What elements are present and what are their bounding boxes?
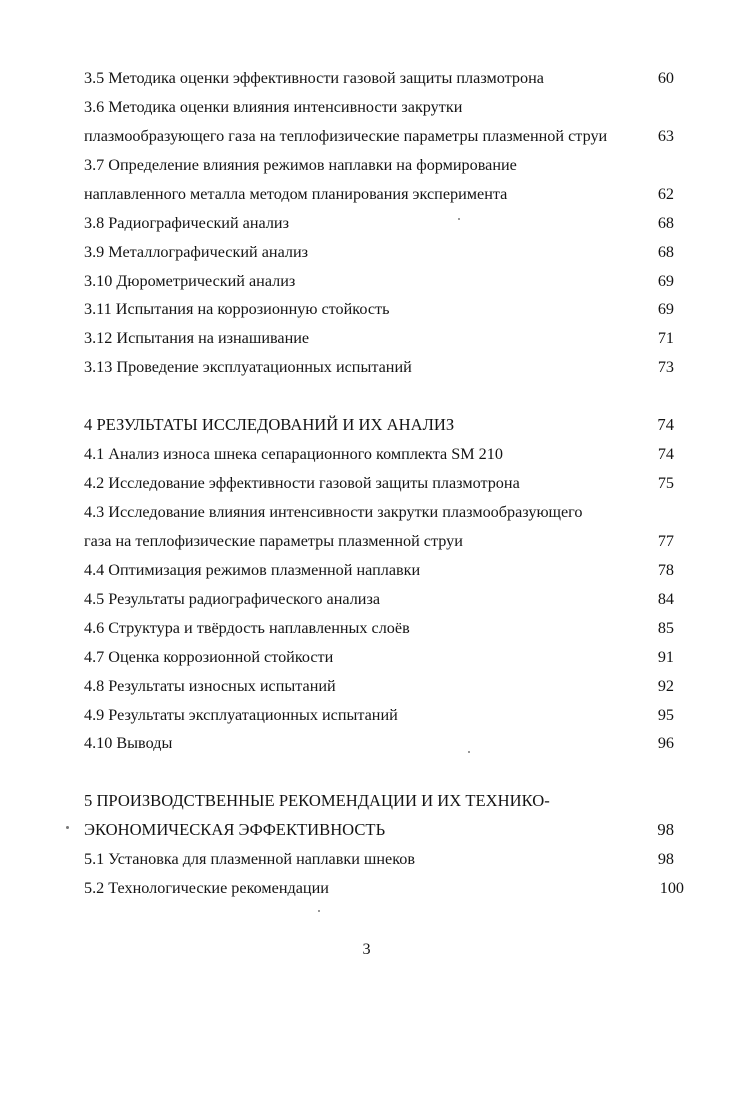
toc-entry-3-6	[84, 94, 674, 120]
toc-entry-title: 5.1 Установка для плазменной наплавки шнеков	[84, 850, 416, 868]
page-number: 3	[362, 940, 371, 958]
toc-entry-title: 5.2 Технологические рекомендации	[84, 879, 329, 897]
toc-entry-3-11	[84, 296, 674, 322]
toc-entry-3-8	[84, 210, 674, 236]
toc-entry-page: 74	[657, 445, 674, 463]
toc-entry-3-10	[84, 268, 674, 294]
toc-entry-title: 3.11 Испытания на коррозионную стойкость	[84, 300, 390, 318]
toc-entry-page: 98	[657, 850, 674, 868]
toc-entry-title: 3.9 Металлографический анализ	[84, 243, 309, 261]
toc-entry-page: 62	[657, 185, 674, 203]
scan-speck	[66, 826, 69, 829]
toc-entry-4-6	[84, 615, 674, 641]
toc-entry-4-8	[84, 673, 674, 699]
toc-entry-title: 3.12 Испытания на изнашивание	[84, 329, 310, 347]
toc-entry-title: 4.9 Результаты эксплуатационных испытаний	[84, 706, 398, 724]
toc-entry-page: 73	[657, 358, 674, 376]
toc-entry-page: 78	[657, 561, 674, 579]
toc-entry-page: 77	[657, 532, 674, 550]
toc-entry-page: 92	[657, 677, 674, 695]
toc-entry-4-4	[84, 557, 674, 583]
toc-entry-4-3	[84, 499, 674, 525]
toc-entry-title: плазмообразующего газа на теплофизические параметры плазменной струи	[84, 127, 608, 145]
toc-entry-title: 5 ПРОИЗВОДСТВЕННЫЕ РЕКОМЕНДАЦИИ И ИХ ТЕХНИКО-	[84, 791, 550, 810]
toc-entry-4-1	[84, 441, 674, 467]
toc-entry-title: 3.10 Дюрометрический анализ	[84, 272, 296, 290]
toc-entry-page: 68	[657, 214, 674, 232]
scan-speck	[468, 751, 470, 753]
toc-entry-3-9	[84, 239, 674, 265]
toc-entry-page: 75	[657, 474, 674, 492]
toc-entry-title: газа на теплофизические параметры плазменной струи	[84, 532, 463, 550]
toc-entry-page: 98	[657, 820, 674, 839]
toc-entry-4-5	[84, 586, 674, 612]
toc-entry-title: 4.6 Структура и твёрдость наплавленных слоёв	[84, 619, 410, 637]
toc-entry-title: 4.8 Результаты износных испытаний	[84, 677, 336, 695]
toc-entry-title: 3.7 Определение влияния режимов наплавки на формирование	[84, 156, 517, 174]
toc-entry-4-3-cont	[84, 528, 674, 554]
toc-entry-page: 91	[657, 648, 674, 666]
toc-chapter-4	[84, 412, 674, 438]
toc-entry-page: 100	[659, 879, 684, 897]
toc-entry-page: 84	[657, 590, 674, 608]
toc-entry-title: 4.7 Оценка коррозионной стойкости	[84, 648, 334, 666]
toc-entry-title: 4 РЕЗУЛЬТАТЫ ИССЛЕДОВАНИЙ И ИХ АНАЛИЗ	[84, 415, 455, 434]
toc-entry-title: 4.10 Выводы	[84, 734, 173, 752]
toc-chapter-5	[84, 788, 674, 814]
toc-entry-title: наплавленного металла методом планирования эксперимента	[84, 185, 508, 203]
toc-entry-title: 3.5 Методика оценки эффективности газовой защиты плазмотрона	[84, 69, 544, 87]
toc-entry-title: 3.8 Радиографический анализ	[84, 214, 289, 232]
toc-entry-title: 4.5 Результаты радиографического анализа	[84, 590, 381, 608]
toc-entry-4-9	[84, 702, 674, 728]
toc-entry-page: 68	[657, 243, 674, 261]
toc-chapter-5-cont	[84, 817, 674, 843]
toc-entry-5-1	[84, 846, 674, 872]
toc-entry-page: 95	[657, 706, 674, 724]
toc-entry-page: 60	[657, 69, 674, 87]
toc-entry-title: 4.3 Исследование влияния интенсивности закрутки плазмообразующего	[84, 503, 583, 521]
toc-entry-4-10	[84, 730, 674, 756]
scan-speck	[318, 910, 320, 912]
toc-entry-page: 63	[657, 127, 674, 145]
toc-entry-5-2	[84, 875, 684, 901]
toc-entry-4-7	[84, 644, 674, 670]
toc-entry-title: 4.2 Исследование эффективности газовой защиты плазмотрона	[84, 474, 520, 492]
scan-speck	[458, 218, 460, 220]
toc-entry-page: 71	[657, 329, 674, 347]
toc-entry-3-7	[84, 152, 674, 178]
toc-entry-title: 4.1 Анализ износа шнека сепарационного комплекта SM 210	[84, 445, 503, 463]
toc-entry-page: 85	[657, 619, 674, 637]
toc-entry-3-12	[84, 325, 674, 351]
toc-entry-3-6-cont	[84, 123, 674, 149]
toc-entry-title: 3.6 Методика оценки влияния интенсивности закрутки	[84, 98, 463, 116]
toc-entry-3-7-cont	[84, 181, 674, 207]
toc-entry-4-2	[84, 470, 674, 496]
toc-entry-title: ЭКОНОМИЧЕСКАЯ ЭФФЕКТИВНОСТЬ	[84, 820, 386, 839]
toc-entry-page: 69	[657, 300, 674, 318]
toc-entry-title: 4.4 Оптимизация режимов плазменной наплавки	[84, 561, 421, 579]
toc-entry-title: 3.13 Проведение эксплуатационных испытаний	[84, 358, 412, 376]
toc-entry-3-5	[84, 65, 674, 91]
toc-entry-page: 69	[657, 272, 674, 290]
toc-entry-3-13	[84, 354, 674, 380]
toc-entry-page: 74	[657, 415, 674, 434]
toc-entry-page: 96	[657, 734, 674, 752]
